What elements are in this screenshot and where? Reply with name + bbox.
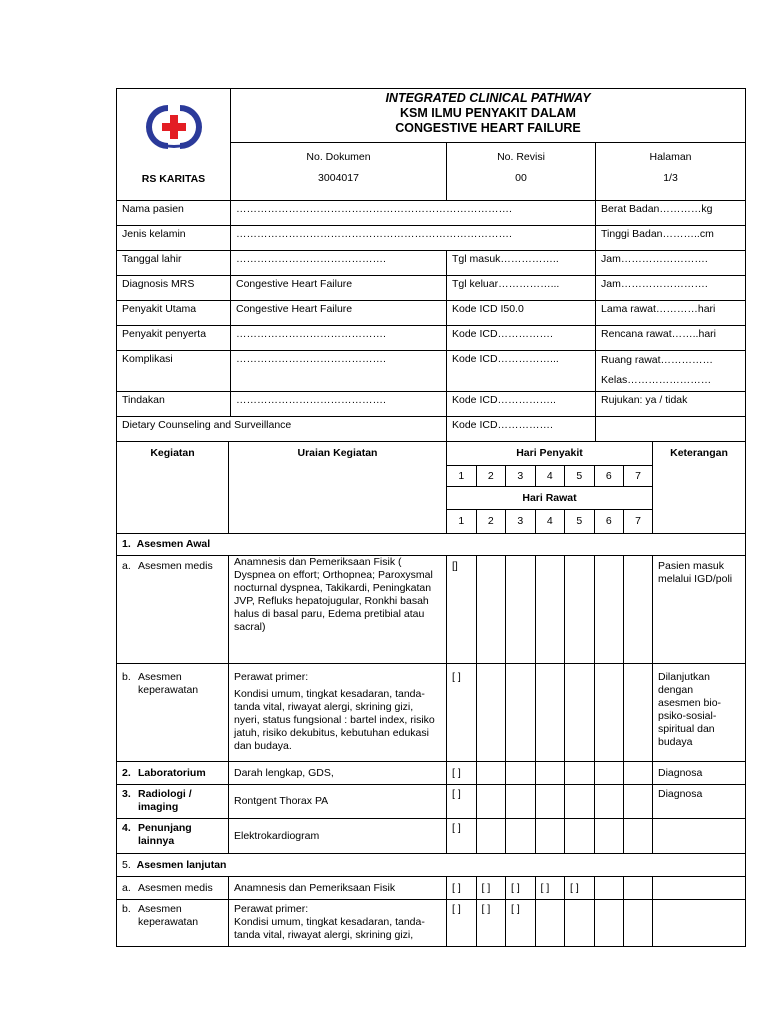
- row-1b-note-line: Dilanjutkan: [658, 671, 710, 683]
- komplikasi-label: Komplikasi: [117, 351, 231, 392]
- ruang-kelas-cell: [596, 351, 746, 392]
- row-3: [117, 785, 746, 819]
- row-1b-desc-head: Perawat primer:: [234, 671, 309, 683]
- row-1b-idx: b.: [122, 671, 131, 683]
- row-5a-desc: Anamnesis dan Pemeriksaan Fisik: [229, 877, 447, 900]
- row-5b-check-3[interactable]: [ ]: [506, 900, 536, 947]
- row-2-desc: Darah lengkap, GDS,: [229, 762, 447, 785]
- row-4-check-3[interactable]: [506, 819, 536, 854]
- ruang-rawat-field[interactable]: Ruang rawat……………: [601, 354, 714, 366]
- row-1b-check-6[interactable]: [594, 664, 624, 762]
- jenis-field[interactable]: …………………………………………………………………….: [231, 226, 596, 251]
- tgl-lahir-label: Tanggal lahir: [117, 251, 231, 276]
- row-2-check-4[interactable]: [535, 762, 565, 785]
- row-1a-check-2[interactable]: [476, 556, 506, 664]
- section-1-num: 1.: [122, 538, 131, 550]
- row-4-check-6[interactable]: [594, 819, 624, 854]
- row-4-desc: Elektrokardiogram: [229, 819, 447, 854]
- row-penyakit-utama: [117, 301, 746, 326]
- row-5b-desc-line: Kondisi umum, tingkat kesadaran, tanda-: [234, 916, 425, 928]
- row-1b-note-line: asesmen bio-: [658, 697, 722, 709]
- row-1b-label-2: keperawatan: [138, 684, 199, 696]
- kode-icd-komplikasi[interactable]: Kode ICD……………...: [447, 351, 596, 392]
- section-1-label: Asesmen Awal: [136, 538, 211, 550]
- hr-day-3: 3: [506, 510, 536, 534]
- row-3-desc: Rontgent Thorax PA: [229, 785, 447, 819]
- hp-day-2: 2: [476, 466, 506, 487]
- row-dietary: [117, 417, 746, 442]
- tindakan-label: Tindakan: [117, 392, 231, 417]
- row-5a-check-6[interactable]: [594, 877, 624, 900]
- nama-field[interactable]: …………………………………………………………………….: [231, 201, 596, 226]
- diagnosis-label: Diagnosis MRS: [117, 276, 231, 301]
- hr-day-4: 4: [535, 510, 565, 534]
- row-3-num: 3.: [122, 788, 131, 800]
- revision-label: No. Revisi: [497, 151, 545, 163]
- row-1b-check-2[interactable]: [476, 664, 506, 762]
- penyakit-penyerta-field[interactable]: …………………………………….: [231, 326, 447, 351]
- row-1b-note-line: spiritual dan: [658, 723, 715, 735]
- revision-cell: [447, 143, 596, 201]
- row-1b: [117, 664, 746, 762]
- section-5-label: Asesmen lanjutan: [136, 858, 227, 871]
- section-5-num: 5.: [122, 858, 131, 871]
- logo-cell: [117, 89, 231, 201]
- row-1b-check-5[interactable]: [565, 664, 595, 762]
- title-line-3: CONGESTIVE HEART FAILURE: [395, 121, 581, 135]
- row-5b: [117, 900, 746, 947]
- row-1a-desc-line: JVP, Refluks hepatojugular, Ronkhi basah: [234, 595, 429, 607]
- nama-label: Nama pasien: [117, 201, 231, 226]
- komplikasi-field[interactable]: …………………………………….: [231, 351, 447, 392]
- row-1a-desc-line: nocturnal dyspnea, Takikardi, Peningkatan: [234, 582, 432, 594]
- tgl-masuk-field[interactable]: Tgl masuk……………..: [447, 251, 596, 276]
- logo-cross-horizontal: [162, 123, 186, 131]
- row-1b-check-4[interactable]: [535, 664, 565, 762]
- doc-number-label: No. Dokumen: [306, 151, 371, 163]
- jenis-label: Jenis kelamin: [117, 226, 231, 251]
- row-4-check-2[interactable]: [476, 819, 506, 854]
- row-5b-check-1[interactable]: [ ]: [447, 900, 477, 947]
- row-5b-label-1: Asesmen: [138, 903, 182, 915]
- row-1a-desc-line: Anamnesis dan Pemeriksaan Fisik (: [234, 556, 402, 568]
- kegiatan-header: Kegiatan: [117, 442, 229, 534]
- row-jenis: [117, 226, 746, 251]
- row-1b-note-line: dengan: [658, 684, 694, 696]
- row-5b-check-4[interactable]: [535, 900, 565, 947]
- row-1b-desc-line: jatuh, risiko dekubitus, kebutuhan edukasi: [234, 727, 429, 739]
- jam-keluar-field[interactable]: Jam…………………….: [596, 276, 746, 301]
- berat-field[interactable]: Berat Badan…………kg: [596, 201, 746, 226]
- row-1a-idx: a.: [122, 560, 131, 572]
- penyakit-penyerta-label: Penyakit penyerta: [117, 326, 231, 351]
- hp-day-4: 4: [535, 466, 565, 487]
- hr-day-1: 1: [447, 510, 477, 534]
- section-1-heading: [117, 534, 746, 556]
- kode-icd-tindakan[interactable]: Kode ICD……………..: [447, 392, 596, 417]
- row-5b-idx: b.: [122, 903, 131, 915]
- row-5b-note: [653, 900, 746, 947]
- title-line-2: KSM ILMU PENYAKIT DALAM: [400, 106, 576, 120]
- row-1b-desc: [229, 664, 447, 762]
- row-2: [117, 762, 746, 785]
- uraian-header: Uraian Kegiatan: [229, 442, 447, 534]
- row-2-label: Laboratorium: [138, 766, 206, 779]
- doc-number-cell: [231, 143, 447, 201]
- row-5a-note: [653, 877, 746, 900]
- row-1b-note-line: budaya: [658, 736, 693, 748]
- row-5b-check-6[interactable]: [594, 900, 624, 947]
- row-5a: [117, 877, 746, 900]
- hp-day-3: 3: [506, 466, 536, 487]
- row-4: [117, 819, 746, 854]
- row-2-label-cell: [117, 762, 229, 785]
- page-value: 1/3: [663, 172, 678, 184]
- row-4-label-2: lainnya: [138, 835, 175, 847]
- row-1a-check-1[interactable]: []: [447, 556, 477, 664]
- row-1b-label-cell: [117, 664, 229, 762]
- row-diagnosis: [117, 276, 746, 301]
- hari-penyakit-header: Hari Penyakit: [447, 442, 653, 466]
- row-3-check-4[interactable]: [535, 785, 565, 819]
- row-1a-label-cell: [117, 556, 229, 664]
- row-3-label-2: imaging: [138, 801, 179, 813]
- hp-day-1: 1: [447, 466, 477, 487]
- section-5-row: [117, 854, 746, 877]
- row-5b-check-7[interactable]: [624, 900, 653, 947]
- row-1a-desc-line: Dyspnea on effort; Orthopnea; Paroxysmal: [234, 569, 433, 581]
- clinical-pathway-sheet: [116, 88, 745, 947]
- lama-rawat-field[interactable]: Lama rawat…………hari: [596, 301, 746, 326]
- row-1a-desc-line: sacral): [234, 621, 266, 633]
- row-1b-desc-line: dan budaya.: [234, 740, 292, 752]
- row-5b-desc-line: Perawat primer:: [234, 903, 309, 915]
- title-line-1: INTEGRATED CLINICAL PATHWAY: [385, 91, 591, 105]
- row-4-check-7[interactable]: [624, 819, 653, 854]
- rencana-rawat-field[interactable]: Rencana rawat……..hari: [596, 326, 746, 351]
- kode-icd-dietary[interactable]: Kode ICD…………….: [447, 417, 596, 442]
- row-3-label-1: Radiologi /: [138, 788, 192, 800]
- hr-day-5: 5: [565, 510, 595, 534]
- row-4-check-5[interactable]: [565, 819, 595, 854]
- row-1a-check-4[interactable]: [535, 556, 565, 664]
- jam-masuk-field[interactable]: Jam…………………….: [596, 251, 746, 276]
- title-cell: [231, 89, 746, 143]
- row-1b-check-3[interactable]: [506, 664, 536, 762]
- row-2-check-1[interactable]: [ ]: [447, 762, 477, 785]
- kode-icd-penyerta[interactable]: Kode ICD…………….: [447, 326, 596, 351]
- row-5b-desc-line: tanda vital, riwayat alergi, skrining gizi,: [234, 929, 414, 941]
- row-1a-label: Asesmen medis: [138, 560, 213, 572]
- activity-table: [116, 441, 746, 947]
- row-1a-check-7[interactable]: [624, 556, 653, 664]
- row-1a-note-line: melalui IGD/poli: [658, 573, 733, 585]
- row-tgl-lahir: [117, 251, 746, 276]
- row-1b-note-line: psiko-sosial-: [658, 710, 717, 722]
- row-2-check-2[interactable]: [476, 762, 506, 785]
- row-5a-label: Asesmen medis: [138, 881, 213, 894]
- row-4-note: [653, 819, 746, 854]
- row-3-label-cell: [117, 785, 229, 819]
- row-4-check-4[interactable]: [535, 819, 565, 854]
- dietary-label: Dietary Counseling and Surveillance: [117, 417, 447, 442]
- row-1a-desc: [229, 556, 447, 664]
- row-2-num: 2.: [122, 766, 131, 779]
- kode-icd-utama: Kode ICD I50.0: [447, 301, 596, 326]
- row-1b-note: [653, 664, 746, 762]
- row-2-check-6[interactable]: [594, 762, 624, 785]
- row-5a-idx: a.: [122, 881, 131, 894]
- row-1b-desc-line: tanda vital, riwayat alergi, skrining gizi,: [234, 701, 414, 713]
- row-1a-note-line: Pasien masuk: [658, 560, 724, 572]
- hp-day-5: 5: [565, 466, 595, 487]
- row-3-check-3[interactable]: [506, 785, 536, 819]
- row-penyakit-penyerta: [117, 326, 746, 351]
- row-5b-check-2[interactable]: [ ]: [476, 900, 506, 947]
- row-komplikasi: [117, 351, 746, 392]
- patient-info-table: [116, 200, 746, 442]
- penyakit-utama-value: Congestive Heart Failure: [231, 301, 447, 326]
- row-5b-check-5[interactable]: [565, 900, 595, 947]
- diagnosis-value: Congestive Heart Failure: [231, 276, 447, 301]
- row-2-check-7[interactable]: [624, 762, 653, 785]
- row-3-note: Diagnosa: [653, 785, 746, 819]
- row-tindakan: [117, 392, 746, 417]
- row-2-check-5[interactable]: [565, 762, 595, 785]
- row-3-check-5[interactable]: [565, 785, 595, 819]
- hospital-name: RS KARITAS: [141, 173, 206, 185]
- doc-number-value: 3004017: [318, 172, 359, 184]
- row-5a-check-5[interactable]: [ ]: [565, 877, 595, 900]
- row-4-label-1: Penunjang: [138, 822, 192, 834]
- row-1a: [117, 556, 746, 664]
- row-5a-check-7[interactable]: [624, 877, 653, 900]
- tinggi-field[interactable]: Tinggi Badan………..cm: [596, 226, 746, 251]
- row-5a-check-3[interactable]: [ ]: [506, 877, 536, 900]
- hp-day-6: 6: [594, 466, 624, 487]
- row-1a-check-6[interactable]: [594, 556, 624, 664]
- tgl-keluar-field[interactable]: Tgl keluar……………...: [447, 276, 596, 301]
- section-1-row: [117, 534, 746, 556]
- hp-day-7: 7: [624, 466, 653, 487]
- row-5b-desc: [229, 900, 447, 947]
- page-label: Halaman: [649, 151, 692, 163]
- row-1a-desc-line: halus di basal paru, Edema pretibial atau: [234, 608, 425, 620]
- keterangan-header: Keterangan: [653, 442, 746, 534]
- row-5a-check-1[interactable]: [ ]: [447, 877, 477, 900]
- row-1a-note: [653, 556, 746, 664]
- row-4-check-1[interactable]: [ ]: [447, 819, 477, 854]
- header-table: [116, 88, 746, 201]
- row-1a-check-5[interactable]: [565, 556, 595, 664]
- row-1b-label-1: Asesmen: [138, 671, 182, 683]
- col-header-row: [117, 442, 746, 466]
- row-3-check-6[interactable]: [594, 785, 624, 819]
- row-3-check-1[interactable]: [ ]: [447, 785, 477, 819]
- hospital-logo-icon: [144, 101, 204, 153]
- row-1b-check-7[interactable]: [624, 664, 653, 762]
- tindakan-field[interactable]: …………………………………….: [231, 392, 447, 417]
- row-5a-label-cell: [117, 877, 229, 900]
- page-cell: [596, 143, 746, 201]
- section-5-heading: [117, 854, 746, 877]
- row-5a-check-2[interactable]: [ ]: [476, 877, 506, 900]
- row-2-check-3[interactable]: [506, 762, 536, 785]
- row-4-num: 4.: [122, 822, 131, 834]
- row-4-label-cell: [117, 819, 229, 854]
- hr-day-7: 7: [624, 510, 653, 534]
- hari-rawat-header: Hari Rawat: [447, 487, 653, 510]
- dietary-empty: [596, 417, 746, 442]
- penyakit-utama-label: Penyakit Utama: [117, 301, 231, 326]
- hr-day-2: 2: [476, 510, 506, 534]
- row-5b-label-cell: [117, 900, 229, 947]
- row-1b-desc-line: nyeri, status fungsional : bartel index, risiko: [234, 714, 435, 726]
- row-1b-desc-line: Kondisi umum, tingkat kesadaran, tanda-: [234, 688, 425, 700]
- row-3-check-7[interactable]: [624, 785, 653, 819]
- revision-value: 00: [515, 172, 527, 184]
- tgl-lahir-field[interactable]: …………………………………….: [231, 251, 447, 276]
- rujukan-field[interactable]: Rujukan: ya / tidak: [596, 392, 746, 417]
- row-5b-label-2: keperawatan: [138, 916, 199, 928]
- row-3-check-2[interactable]: [476, 785, 506, 819]
- kelas-field[interactable]: Kelas……………………: [601, 374, 712, 386]
- row-2-note: Diagnosa: [653, 762, 746, 785]
- row-1b-check-1[interactable]: [ ]: [447, 664, 477, 762]
- row-nama: [117, 201, 746, 226]
- hr-day-6: 6: [594, 510, 624, 534]
- row-5a-check-4[interactable]: [ ]: [535, 877, 565, 900]
- row-1a-check-3[interactable]: [506, 556, 536, 664]
